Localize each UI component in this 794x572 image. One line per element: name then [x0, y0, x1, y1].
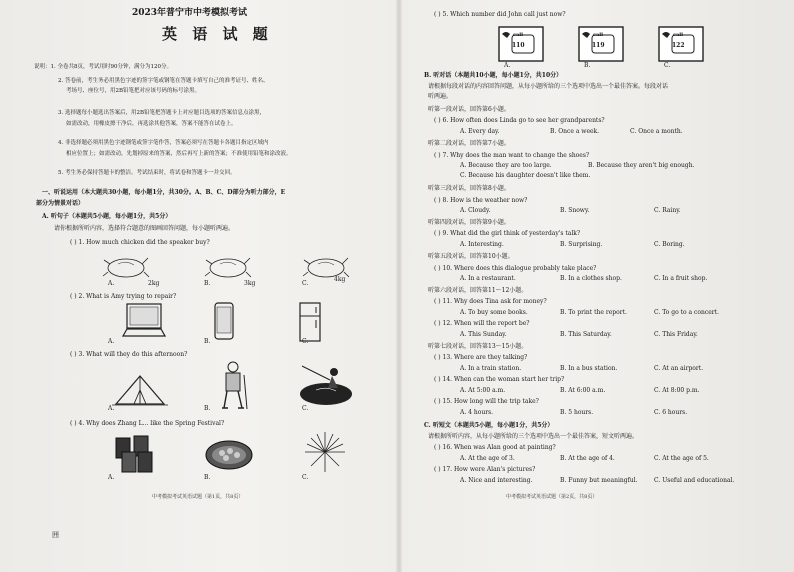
- question-7: ( ) 7. Why does the man want to change the shoes?: [434, 152, 590, 159]
- question-3: ( ) 3. What will they do this afternoon?: [70, 351, 188, 358]
- option-b-label: B.: [204, 338, 211, 345]
- phone-number-c: 122: [672, 42, 685, 49]
- option-a-label: A.: [504, 62, 511, 69]
- q9-option-a: A. Interesting.: [460, 241, 504, 248]
- option-b-label: B.: [204, 280, 211, 287]
- phone-image: [212, 302, 236, 342]
- option-b-label: B.: [204, 405, 211, 412]
- question-8: ( ) 8. How is the weather now?: [434, 197, 528, 204]
- part-c-instruction: 请根据所听内容，从每小题所给的三个选项中选出一个最佳答案，短文听两遍。: [428, 433, 639, 440]
- part-b-instruction-cont: 听两遍。: [428, 93, 453, 100]
- instruction-line: 如需改动，用橡皮擦干净后，再选涂其他答案，答案不能答在试卷上。: [66, 121, 237, 127]
- q11-option-a: A. To buy some books.: [460, 309, 528, 316]
- q12-option-a: A. This Sunday.: [460, 331, 507, 338]
- q7-option-b: B. Because they aren't big enough.: [588, 162, 695, 169]
- question-16: ( ) 16. When was Alan good at painting?: [434, 444, 556, 451]
- option-c-label: C.: [302, 338, 309, 345]
- question-15: ( ) 15. How long will the trip take?: [434, 398, 539, 405]
- q6-option-b: B. Once a week.: [550, 128, 600, 135]
- phone-call-word: call: [673, 32, 684, 38]
- question-9: ( ) 9. What did the girl think of yesterday's talk?: [434, 230, 581, 237]
- option-c-label: C.: [302, 474, 309, 481]
- instruction-line: 4. 非选择题必须用黑色字迹钢笔或签字笔作答，答案必须写在答题卡各题目指定区域内: [58, 140, 269, 146]
- dialogue-5-note: 听第五段对话，回答第10小题。: [428, 253, 514, 260]
- part-b-heading: B. 听对话（本题共10小题，每小题1分，共10分）: [424, 72, 563, 79]
- instruction-line: 相应位置上；如需改动，先划掉原来的答案，然后再写上新的答案；不准使用铅笔和涂改液。: [66, 151, 292, 157]
- option-a-label: A.: [108, 338, 115, 345]
- option-a-label: A.: [108, 405, 115, 412]
- page-footer: 中考模拟考试英语试题（第2页，共8页）: [506, 494, 598, 500]
- dialogue-6-note: 听第六段对话，回答第11～12小题。: [428, 287, 528, 294]
- q10-option-c: C. In a fruit shop.: [654, 275, 708, 282]
- part-a-instruction: 请你根据所听内容，选择符合题意的图画回答问题，每小题听两遍。: [54, 225, 235, 232]
- weight-label: 3kg: [244, 280, 256, 287]
- instruction-line: 2. 答卷前，考生务必用黑色字迹的签字笔或钢笔在答题卡填写自己的准考证号、姓名、: [58, 78, 269, 84]
- corner-mark: 囲: [52, 531, 59, 539]
- dumplings-image: [204, 438, 254, 472]
- q14-option-b: B. At 6:00 a.m.: [560, 387, 606, 394]
- phone-number-a: 110: [512, 42, 525, 49]
- dialogue-2-note: 听第二段对话，回答第7小题。: [428, 140, 510, 147]
- q15-option-b: B. 5 hours.: [560, 409, 594, 416]
- question-17: ( ) 17. How were Alan's pictures?: [434, 466, 536, 473]
- q8-option-a: A. Cloudy.: [460, 207, 491, 214]
- q10-option-a: A. In a restaurant.: [460, 275, 516, 282]
- q8-option-c: C. Rainy.: [654, 207, 681, 214]
- weight-label: 4kg: [334, 276, 346, 283]
- question-1: ( ) 1. How much chicken did the speaker buy?: [70, 239, 210, 246]
- page-fold: [396, 0, 402, 572]
- instruction-line: 3. 选择题每小题选出答案后，用2B铅笔把答题卡上对应题目选项的答案信息点涂黑，: [58, 110, 266, 116]
- q7-option-c: C. Because his daughter doesn't like them.: [460, 172, 591, 179]
- q13-option-c: C. At an airport.: [654, 365, 704, 372]
- q12-option-b: B. This Saturday.: [560, 331, 612, 338]
- phone-call-word: call: [513, 32, 524, 38]
- q6-option-a: A. Every day.: [460, 128, 500, 135]
- option-b-label: B.: [584, 62, 591, 69]
- exam-title: 2023年普宁市中考模拟考试: [132, 8, 248, 18]
- q7-option-a: A. Because they are too large.: [460, 162, 552, 169]
- section-one-heading-cont: 部分为情景对话）: [36, 200, 85, 207]
- part-b-instruction: 请根据每段对话的内容回答问题，从每小题所给的三个选项中选出一个最佳答案。每段对话: [428, 83, 669, 90]
- option-c-label: C.: [302, 405, 309, 412]
- option-a-label: A.: [108, 280, 115, 287]
- left-page: [34, 0, 382, 572]
- q10-option-b: B. In a clothes shop.: [560, 275, 622, 282]
- q6-option-c: C. Once a month.: [630, 128, 683, 135]
- option-c-label: C.: [302, 280, 309, 287]
- question-5: ( ) 5. Which number did John call just now?: [434, 11, 566, 18]
- question-4: ( ) 4. Why does Zhang L... like the Spring Festival?: [70, 420, 225, 427]
- dialogue-4-note: 听第四段对话，回答第9小题。: [428, 219, 510, 226]
- question-11: ( ) 11. Why does Tina ask for money?: [434, 298, 547, 305]
- instruction-line: 5. 考生务必保持答题卡的整洁。考试结束时，将试卷和答题卡一并交回。: [58, 170, 236, 176]
- q16-option-c: C. At the age of 5.: [654, 455, 709, 462]
- q13-option-a: A. In a train station.: [460, 365, 522, 372]
- q16-option-b: B. At the age of 4.: [560, 455, 615, 462]
- q11-option-b: B. To print the report.: [560, 309, 627, 316]
- dialogue-7-note: 听第七段对话，回答第13～15小题。: [428, 343, 528, 350]
- question-13: ( ) 13. Where are they talking?: [434, 354, 528, 361]
- question-6: ( ) 6. How often does Linda go to see her grandparents?: [434, 117, 605, 124]
- instruction-line: 考场号、座位号，用2B铅笔把对应该号码的标号涂黑。: [66, 88, 201, 94]
- phone-call-word: call: [593, 32, 604, 38]
- fishing-image: [296, 360, 356, 410]
- phone-number-b: 119: [592, 42, 605, 49]
- question-14: ( ) 14. When can the woman start her trip?: [434, 376, 565, 383]
- question-2: ( ) 2. What is Amy trying to repair?: [70, 293, 177, 300]
- section-one-heading: 一、听说运用（本大题共30小题，每小题1分，共30分。A、B、C、D部分为听力部分，E: [42, 189, 286, 196]
- q16-option-a: A. At the age of 3.: [460, 455, 515, 462]
- laptop-image: [122, 302, 166, 340]
- q17-option-a: A. Nice and interesting.: [460, 477, 533, 484]
- tent-image: [112, 372, 168, 408]
- q15-option-c: C. 6 hours.: [654, 409, 688, 416]
- part-a-heading: A. 听句子（本题共5小题，每小题1分，共5分）: [42, 213, 172, 220]
- red-envelopes-image: [114, 434, 154, 476]
- q8-option-b: B. Snowy.: [560, 207, 590, 214]
- q14-option-a: A. At 5:00 a.m.: [460, 387, 506, 394]
- chicken-image-b: [202, 250, 254, 282]
- q15-option-a: A. 4 hours.: [460, 409, 494, 416]
- part-c-heading: C. 听短文（本题共5小题，每小题1分，共5分）: [424, 422, 554, 429]
- fireworks-image: [298, 430, 352, 476]
- hiker-image: [216, 360, 250, 412]
- q9-option-c: C. Boring.: [654, 241, 685, 248]
- q9-option-b: B. Surprising.: [560, 241, 603, 248]
- fridge-image: [298, 302, 322, 342]
- subject-title: 英 语 试 题: [162, 25, 273, 43]
- option-b-label: B.: [204, 474, 211, 481]
- right-page: [420, 0, 750, 572]
- question-12: ( ) 12. When will the report be?: [434, 320, 530, 327]
- option-c-label: C.: [664, 62, 671, 69]
- q14-option-c: C. At 8:00 p.m.: [654, 387, 700, 394]
- page-footer: 中考模拟考试英语试题（第1页，共8页）: [152, 494, 244, 500]
- q17-option-b: B. Funny but meaningful.: [560, 477, 638, 484]
- q17-option-c: C. Useful and educational.: [654, 477, 735, 484]
- q13-option-b: B. In a bus station.: [560, 365, 618, 372]
- q12-option-c: C. This Friday.: [654, 331, 698, 338]
- instruction-line: 说明：1. 全卷共8页，考试用时90分钟，满分为120分。: [34, 64, 172, 70]
- question-10: ( ) 10. Where does this dialogue probably take place?: [434, 265, 597, 272]
- option-a-label: A.: [108, 474, 115, 481]
- dialogue-1-note: 听第一段对话，回答第6小题。: [428, 106, 510, 113]
- weight-label: 2kg: [148, 280, 160, 287]
- q11-option-c: C. To go to a concert.: [654, 309, 719, 316]
- dialogue-3-note: 听第三段对话，回答第8小题。: [428, 185, 510, 192]
- chicken-image-a: [100, 250, 152, 282]
